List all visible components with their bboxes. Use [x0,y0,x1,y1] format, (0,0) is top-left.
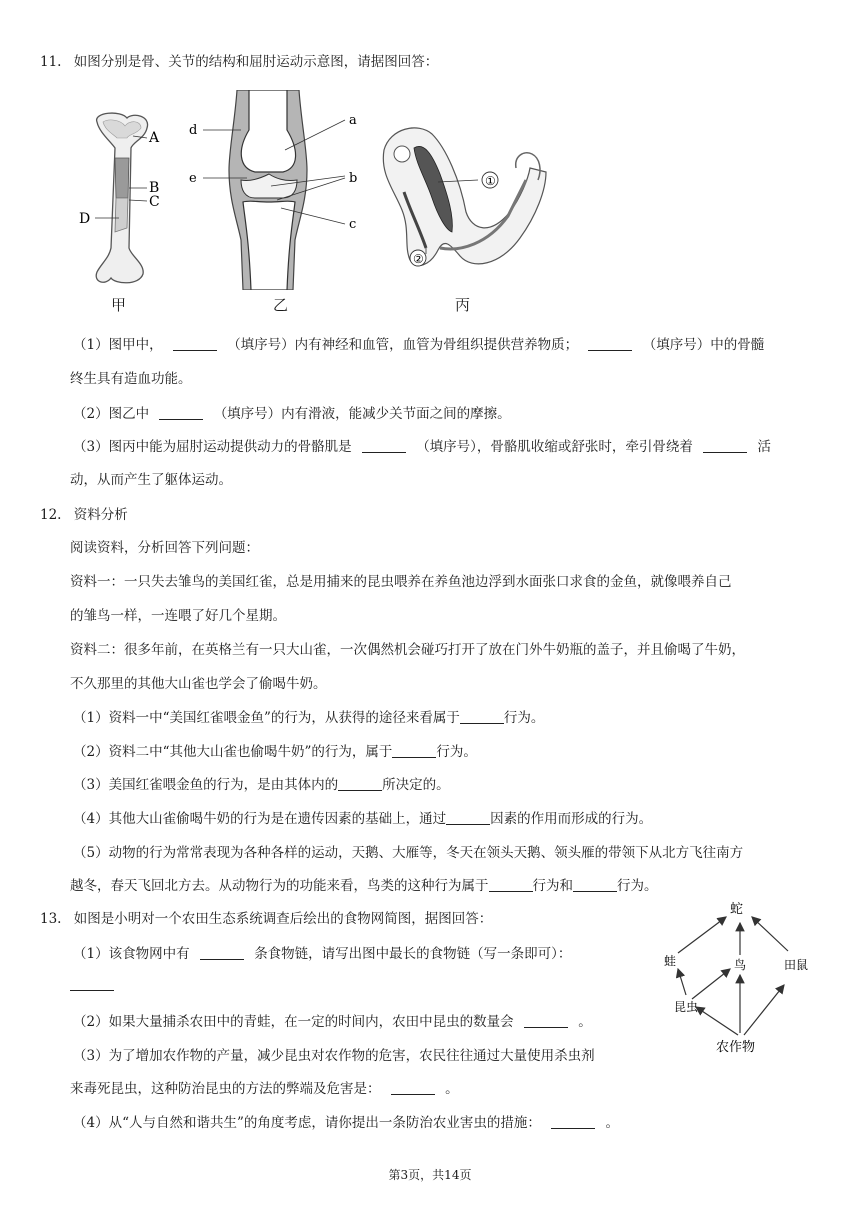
q12-title-text: 资料分析 [73,507,128,523]
q12-blank-2[interactable] [392,744,436,759]
q12-material1-line2: 的雏鸟一样，一连喂了好几个星期。 [70,608,286,624]
joint-label-b: b [349,171,358,186]
q12-sub5-line1: （5）动物的行为常常表现为各种各样的运动，天鹅、大雁等，冬天在领头天鹅、领头雁的带领下从北方飞往南方 [73,845,744,861]
q13-blank-3[interactable] [524,1014,568,1029]
q13-sub4: （4）从“人与自然和谐共生”的角度考虑，请你提出一条防治农业害虫的措施： 。 [73,1115,619,1131]
q11-sub3-line1: （3）图丙中能为屈肘运动提供动力的骨骼肌是 （填序号），骨骼肌收缩或舒张时，牵引骨绕着 活 [73,439,772,455]
node-mouse: 田鼠 [784,958,809,972]
q11-blank-2[interactable] [588,337,632,352]
q12-intro: 阅读资料，分析回答下列问题： [70,540,259,556]
q11-blank-5[interactable] [703,439,747,454]
q12-sub1: （1）资料一中“美国红雀喂金鱼”的行为，从获得的途径来看属于 行为。 [73,710,545,726]
q13-sub1-line1: （1）该食物网中有 条食物链，请写出图中最长的食物链（写一条即可）： [73,946,572,962]
node-snake: 蛇 [730,902,744,917]
node-crop: 农作物 [716,1040,756,1055]
q11-sub1-line2: 终生具有造血功能。 [70,371,192,387]
joint-label-c: c [349,217,357,232]
q12-number: 12. [40,507,62,523]
q11-stem-text: 如图分别是骨、关节的结构和屈肘运动示意图，请据图回答： [73,54,439,70]
q12-blank-3[interactable] [338,777,382,792]
joint-figure [185,90,370,290]
node-bird: 鸟 [734,958,747,972]
q13-sub1-line2 [70,976,114,993]
q13-stem-text: 如图是小明对一个农田生态系统调查后绘出的食物网简图，据图回答： [73,911,493,927]
q13-blank-1[interactable] [200,946,244,961]
q12-blank-4[interactable] [446,811,490,826]
q12-blank-6[interactable] [573,878,617,893]
q11-sub2: （2）图乙中 （填序号）内有滑液，能减少关节面之间的摩擦。 [73,406,511,422]
node-insect: 昆虫 [674,1000,699,1014]
muscle-label-1: ① [485,174,496,188]
q11-blank-1[interactable] [173,337,217,352]
q11-number: 11. [40,54,62,70]
q12-sub3: （3）美国红雀喂金鱼的行为，是由其体内的 所决定的。 [73,777,450,793]
q13-sub3-line1: （3）为了增加农作物的产量，减少昆虫对农作物的危害，农民往往通过大量使用杀虫剂 [73,1048,595,1064]
bone-figure [75,108,175,288]
q12-sub5-line2: 越冬，春天飞回北方去。从动物行为的功能来看，鸟类的这种行为属于 行为和 行为。 [70,878,658,894]
bone-label-c: C [149,194,160,210]
q11-sub1-line1: （1）图甲中， （填序号）内有神经和血管，血管为骨组织提供营养物质； （填序号）中的骨髓 [73,337,765,353]
figure-label-bing: 丙 [455,296,471,314]
q12-blank-1[interactable] [460,710,504,725]
bone-label-d: D [79,211,91,227]
q13-sub2: （2）如果大量捕杀农田中的青蛙，在一定的时间内，农田中昆虫的数量会 。 [73,1014,592,1030]
q13-sub3-line2: 来毒死昆虫，这种防治昆虫的方法的弊端及危害是： 。 [70,1081,459,1097]
joint-label-d: d [189,123,198,138]
q11-blank-3[interactable] [159,406,203,421]
q12-material2-line1: 资料二：很多年前，在英格兰有一只大山雀，一次偶然机会碰巧打开了放在门外牛奶瓶的盖子，并且偷喝了牛奶， [70,642,745,658]
q13-blank-5[interactable] [551,1115,595,1130]
bone-label-a: A [149,130,160,146]
q11-blank-4[interactable] [362,439,406,454]
q11-stem [40,50,438,70]
q13-blank-2[interactable] [70,976,114,991]
q12-material2-line2: 不久那里的其他大山雀也学会了偷喝牛奶。 [70,676,327,692]
arm-figure [380,120,555,280]
node-frog: 蛙 [664,954,677,968]
q12-blank-5[interactable] [489,878,533,893]
page-footer: 第3页，共14页 [388,1168,472,1182]
figure-label-yi: 乙 [273,296,289,314]
figure-label-jia: 甲 [111,296,127,314]
q12-material1-line1: 资料一：一只失去雏鸟的美国红雀，总是用捕来的昆虫喂养在养鱼池边浮到水面张口求食的金鱼，就像喂养自己 [70,574,732,590]
joint-label-e: e [189,171,197,186]
q12-title [40,503,128,523]
muscle-label-2: ② [413,252,424,266]
food-web-diagram [660,895,820,1060]
q13-blank-4[interactable] [391,1081,435,1096]
q11-sub3-line2: 动，从而产生了躯体运动。 [70,472,232,488]
q12-sub4: （4）其他大山雀偷喝牛奶的行为是在遗传因素的基础上，通过 因素的作用而形成的行为。 [73,811,653,827]
q13-number: 13. [40,911,62,927]
bone-label-b: B [149,180,160,196]
joint-label-a: a [349,113,357,128]
q12-sub2: （2）资料二中“其他大山雀也偷喝牛奶”的行为，属于 行为。 [73,744,477,760]
q13-stem [40,907,492,927]
